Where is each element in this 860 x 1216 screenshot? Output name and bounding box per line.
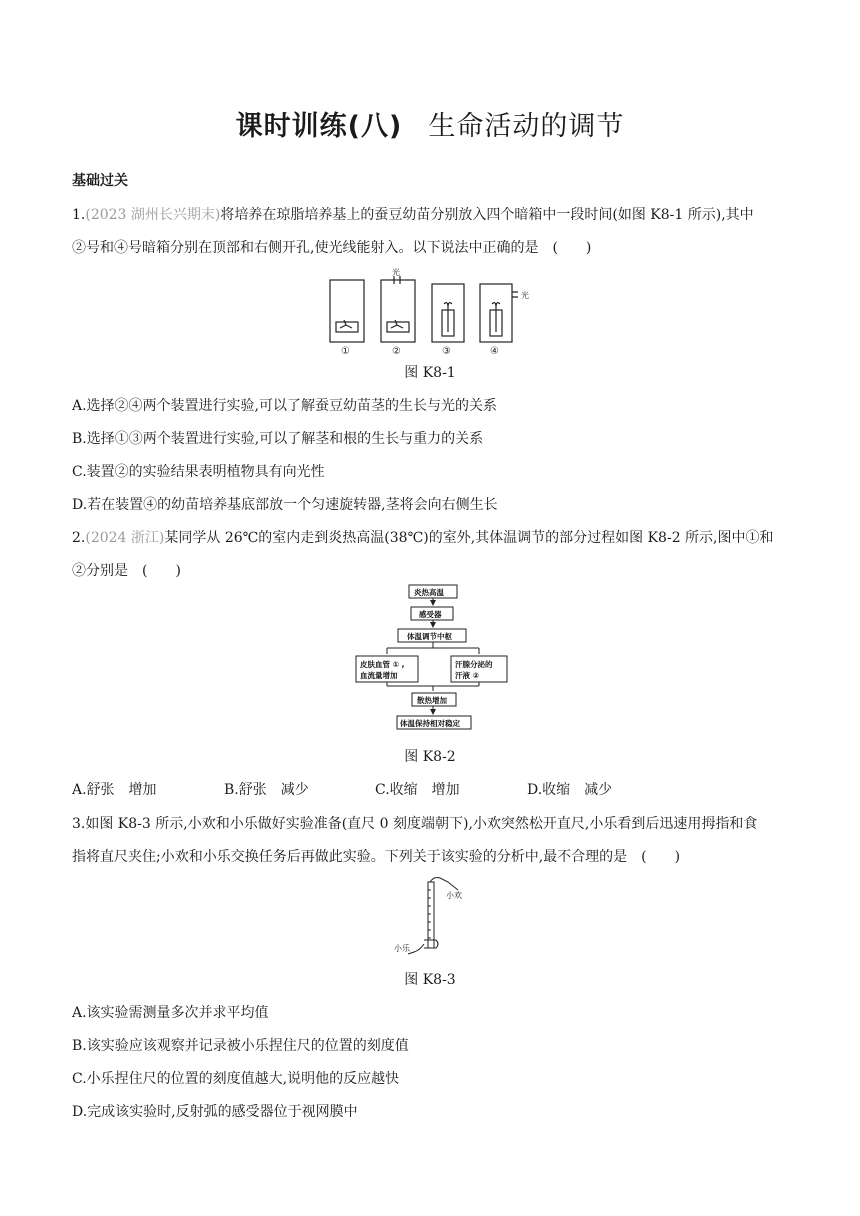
label-xiaohuan: 小欢 xyxy=(446,891,462,900)
q2-line2: ②分别是 ( ) xyxy=(72,563,181,579)
node-skin-2: 血流量增加 xyxy=(360,671,398,680)
q2-line1 xyxy=(72,528,774,548)
figure-k8-1 xyxy=(326,266,540,356)
q2-source: (2024 浙江) xyxy=(85,530,165,546)
q2-option-d: D.收缩 减少 xyxy=(527,782,613,798)
node-center: 体温调节中枢 xyxy=(407,632,452,641)
box-label-4: ④ xyxy=(490,346,499,356)
label-xiaole: 小乐 xyxy=(394,944,410,953)
title-main: 课时训练(八) xyxy=(235,111,403,142)
q2-number: 2. xyxy=(72,530,86,546)
section-heading: 基础过关 xyxy=(72,173,128,189)
light-label-right: 光 xyxy=(521,291,529,300)
q2-option-c: C.收缩 增加 xyxy=(375,782,460,798)
q3-option-c: C.小乐捏住尺的位置的刻度值越大,说明他的反应越快 xyxy=(72,1071,400,1087)
node-dissipate: 散热增加 xyxy=(417,696,447,705)
q3-option-a: A.该实验需测量多次并求平均值 xyxy=(72,1005,269,1021)
q1-option-a: A.选择②④两个装置进行实验,可以了解蚕豆幼苗茎的生长与光的关系 xyxy=(72,398,498,414)
q3-option-d: D.完成该实验时,反射弧的感受器位于视网膜中 xyxy=(72,1104,358,1120)
figure-k8-1-caption: 图 K8-1 xyxy=(404,365,456,381)
q2-text-1: 某同学从 26℃的室内走到炎热高温(38℃)的室外,其体温调节的部分过程如图 K8-2 所示,图中①和 xyxy=(164,530,774,546)
q3-line1 xyxy=(72,814,757,834)
q3-text-1: 如图 K8-3 所示,小欢和小乐做好实验准备(直尺 0 刻度端朝下),小欢突然松开直尺,小乐看到后迅速用拇指和食 xyxy=(85,816,758,832)
node-skin-1: 皮肤血管 ① , xyxy=(360,660,405,669)
figure-k8-2 xyxy=(352,583,512,743)
q1-option-b: B.选择①③两个装置进行实验,可以了解茎和根的生长与重力的关系 xyxy=(72,431,484,447)
figure-k8-3-caption: 图 K8-3 xyxy=(404,972,456,988)
node-receptor: 感受器 xyxy=(419,610,442,619)
dark-box-2 xyxy=(381,280,415,342)
box-label-3: ③ xyxy=(442,346,451,356)
q1-number: 1. xyxy=(72,207,86,223)
q1-line2: ②号和④号暗箱分别在顶部和右侧开孔,使光线能射入。以下说法中正确的是 ( ) xyxy=(72,240,592,256)
node-hot: 炎热高温 xyxy=(414,588,444,597)
node-sweat-2: 汗液 ② xyxy=(455,671,479,680)
q1-option-c: C.装置②的实验结果表明植物具有向光性 xyxy=(72,464,325,480)
node-stable: 体温保持相对稳定 xyxy=(400,719,460,728)
title-sub: 生命活动的调节 xyxy=(428,111,625,142)
q1-source: (2023 湖州长兴期末) xyxy=(85,207,221,223)
figure-k8-3 xyxy=(390,874,470,964)
q3-number: 3. xyxy=(72,816,86,832)
box-label-1: ① xyxy=(341,346,350,356)
q1-line1 xyxy=(72,205,754,225)
q1-text-1: 将培养在琼脂培养基上的蚕豆幼苗分别放入四个暗箱中一段时间(如图 K8-1 所示),其中 xyxy=(220,207,754,223)
q3-line2: 指将直尺夹住;小欢和小乐交换任务后再做此实验。下列关于该实验的分析中,最不合理的是 ( ) xyxy=(72,849,681,865)
light-label-top: 光 xyxy=(392,268,400,277)
node-sweat-1: 汗腺分泌的 xyxy=(455,660,493,669)
q1-option-d: D.若在装置④的幼苗培养基底部放一个匀速旋转器,茎将会向右侧生长 xyxy=(72,497,498,513)
box-label-2: ② xyxy=(392,346,401,356)
q3-option-b: B.该实验应该观察并记录被小乐捏住尺的位置的刻度值 xyxy=(72,1038,409,1054)
dark-box-1 xyxy=(330,280,364,342)
q2-option-b: B.舒张 减少 xyxy=(224,782,309,798)
q2-option-a: A.舒张 增加 xyxy=(72,782,157,798)
figure-k8-2-caption: 图 K8-2 xyxy=(404,749,456,765)
page-title xyxy=(0,104,860,143)
